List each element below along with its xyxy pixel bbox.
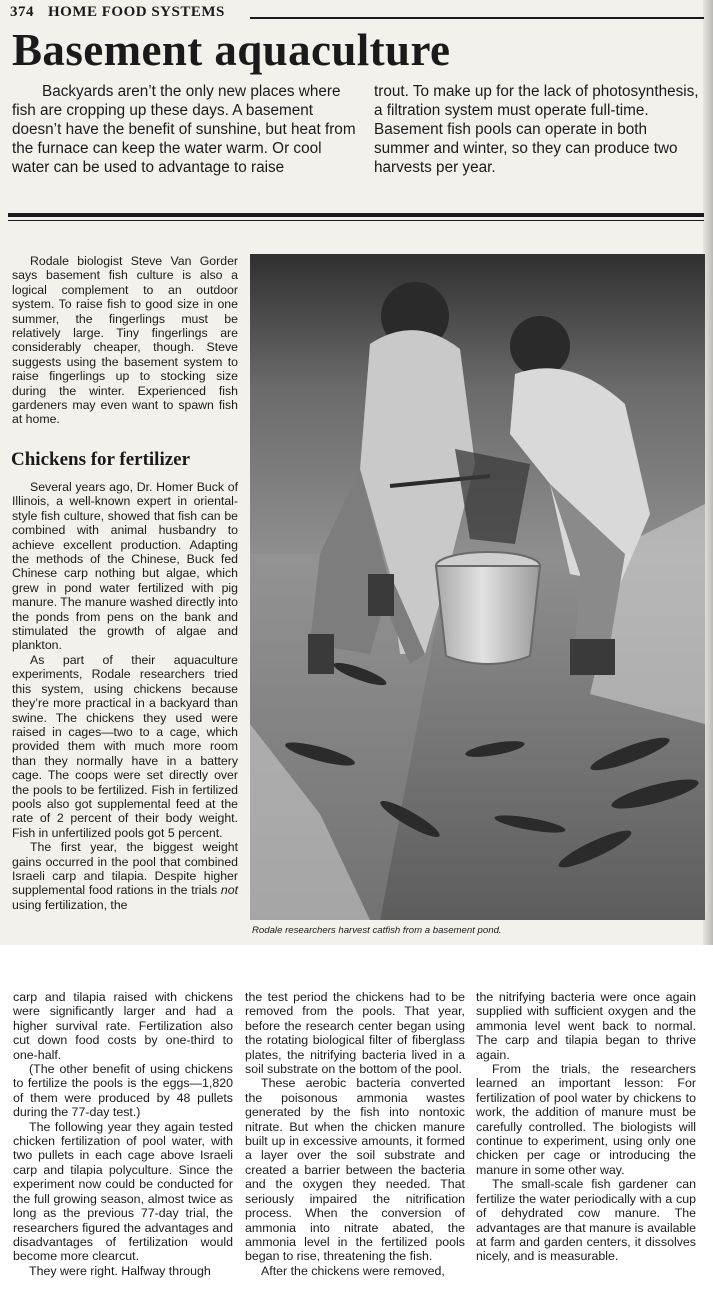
header-rule <box>250 17 704 19</box>
body-column-b <box>245 990 465 1278</box>
body-column-a <box>13 990 233 1278</box>
paragraph: (The other benefit of using chickens to fertilize the pools is the eggs—1,820 of them were produced by 48 pullets during the 77-day test.) <box>13 1062 233 1120</box>
emphasis: not <box>220 883 238 898</box>
article-title: Basement aquaculture <box>12 25 451 75</box>
paragraph: They were right. Halfway through <box>29 1263 211 1278</box>
page-continuation <box>0 972 713 1300</box>
text-run: using fertilization, the <box>12 897 128 912</box>
paragraph: The following year they again tested chicken fertilization of pool water, with two pullets in each cage above Israeli carp and tilapia polyculture. Since the experiment now could be conducted for the full growing season, almost twice as long as the previous 77-day trial, the researchers figured the advantages and disadvantages of fertilization would become more clearcut. <box>13 1119 233 1264</box>
body-column-1-cont <box>12 480 238 912</box>
page-number: 374 <box>10 4 34 20</box>
paragraph: As part of their aquaculture experiments, Rodale researchers tried this system, using chickens because they’re more practical in a backyard than swine. The chickens they used were raised in cages—two to a cage, which provided them with much more room than they normally have in a battery cage. The coops were set directly over the pools to be fertilized. Fish in fertilized pools also got supplemental feed at the rate of 2 percent of their body weight. Fish in unfertilized pools got 5 percent. <box>12 652 238 840</box>
body-column-1 <box>12 254 238 427</box>
photo-caption: Rodale researchers harvest catfish from a basement pond. <box>252 925 502 936</box>
section-title: HOME FOOD SYSTEMS <box>48 4 225 20</box>
paragraph: After the chickens were removed, <box>261 1263 445 1278</box>
section-rule-thick <box>8 213 704 217</box>
paragraph: Several years ago, Dr. Homer Buck of Illinois, a well-known expert in oriental-style fish culture, showed that fish can be combined with animal husbandry to achieve excellent production. Adapting the methods of the Chinese, Buck fed Chinese carp nothing but algae, which grew in pond water fertilized with pig manure. The manure washed directly into the ponds from pens on the bank and stimulated the growth of algae and plankton. <box>12 480 239 653</box>
intro-left: Backyards aren’t the only new places where fish are cropping up these days. A basement doesn’t have the benefit of sunshine, but heat from the furnace can keep the water warm. Or cool water can be used to advantage to raise <box>12 83 356 176</box>
running-header <box>10 3 704 23</box>
body-column-c <box>476 990 696 1264</box>
section-rule-thin <box>8 220 704 221</box>
paragraph: Rodale biologist Steve Van Gorder says basement fish culture is also a logical complement to an outdoor system. To raise fish to good size in one summer, the fingerlings must be relatively large. Tiny fingerlings are considerably cheaper, though. Steve suggests using the basement system to raise fingerlings up to stocking size during the winter. Experienced fish gardeners may even want to spawn fish at home. <box>12 254 238 427</box>
subheading: Chickens for fertilizer <box>11 449 191 470</box>
paragraph: the test period the chickens had to be removed from the pools. That year, before the research center began using the rotating biological filter of fiberglass plates, the nitrifying bacteria lived in a soil substrate on the bottom of the pool. <box>245 990 465 1077</box>
paragraph: The small-scale fish gardener can fertilize the water periodically with a cup of dehydrated cow manure. The advantages are that manure is available at farm and garden centers, it dissolves nicely, and is measurable. <box>476 1177 696 1264</box>
paragraph <box>12 840 238 912</box>
paragraph: the nitrifying bacteria were once again supplied with sufficient oxygen and the ammonia level went back to normal. The carp and tilapia began to thrive again. <box>476 990 696 1062</box>
paragraph: From the trials, the researchers learned an important lesson: For fertilization of pool water by chickens to work, the addition of manure must be carefully controlled. The biologists will continue to experiment, using only one chicken per cage or introducing the manure in some other way. <box>476 1062 696 1177</box>
text-run: The first year, the biggest weight gains occurred in the pool that combined Israeli carp and tilapia. Despite higher supplemental food rations in the trials <box>12 840 238 898</box>
bucket <box>436 552 540 664</box>
paragraph: carp and tilapia raised with chickens were significantly larger and had a higher survival rate. Fertilization also cut down food costs by one-third to one-half. <box>13 990 233 1062</box>
intro-right: trout. To make up for the lack of photosynthesis, a filtration system must operate full-time. Basement fish pools can operate in both summer and winter, so they can produce two harvests per year. <box>374 83 699 176</box>
photo-catfish-harvest <box>250 254 705 920</box>
paragraph: These aerobic bacteria converted the poisonous ammonia wastes generated by the fish into nontoxic nitrate. But when the chicken manure built up in excessive amounts, it formed a layer over the soil substrate and created a barrier between the bacteria and the oxygen they needed. That seriously impaired the nitrification process. When the conversion of ammonia into nitrate abated, the ammonia level in the fertilized pools began to rise, threatening the fish. <box>245 1076 465 1264</box>
